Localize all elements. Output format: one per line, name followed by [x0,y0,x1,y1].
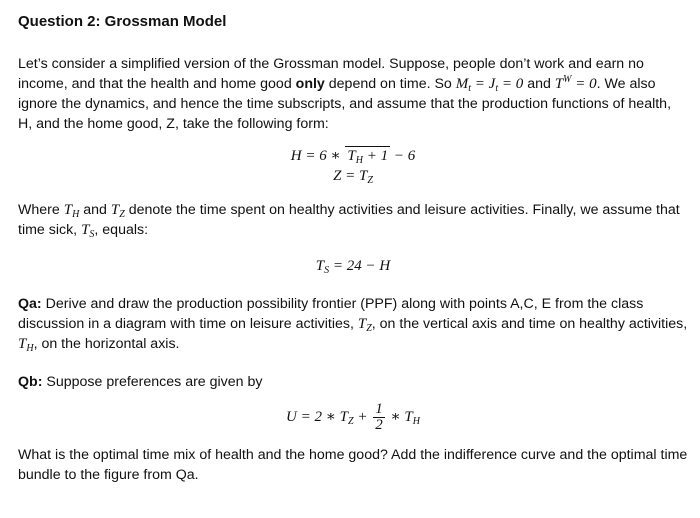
question-title: Question 2: Grossman Model [18,13,227,30]
production-functions [18,146,688,186]
closing-paragraph: What is the optimal time mix of health and the home good? Add the indifference curve and the optimal time bundle to the figure from Qa. [18,447,688,483]
qb-paragraph: Qb: Suppose preferences are given by [18,374,263,390]
where-paragraph: Where $T_H$ and $T_Z$ denote the time spent on healthy activities and leisure activities. Finally, we assume that time sick, $T_S$, equals: [18,202,680,240]
time-sick-equation: $T_S = 24 - H$ [315,258,391,276]
qa-paragraph: Qa: Derive and draw the production possibility frontier (PPF) along with points A,C, E from the class discussion in a diagram with time on leisure activities, $T_Z$, on the vertical axis and time on healthy activities, $T_H$, on the horizontal axis. [18,296,688,354]
home-good-equation: $Z = T_Z$ [333,168,373,186]
one-half-fraction: $\frac{1}{2}$ [375,401,383,433]
intro-paragraph: Let’s consider a simplified version of the Grossman model. Suppose, people don’t work and earn no income, and that the health and home good only depend on time. So $M_t = J_t = 0$ and $T^W = 0$. We also ignore the dynamics, and hence the time subscripts, and assume that the production functions of health, H, and the home good, Z, take the following form: [18,56,672,132]
utility-equation: U = 2 ∗ $T_Z$ + $\frac{1}{2}$ ∗ $T_H$ [286,401,420,433]
eq-TW-zero: $T^W = 0$ [554,74,597,92]
health-production-equation: H = 6 ∗ $T_H + 1 - 6$ [290,148,416,166]
question-document [18,10,688,485]
eq-M-J-zero: $M_t = J_t = 0$ [455,76,524,94]
square-root: $T_H + 1$ [347,148,389,166]
